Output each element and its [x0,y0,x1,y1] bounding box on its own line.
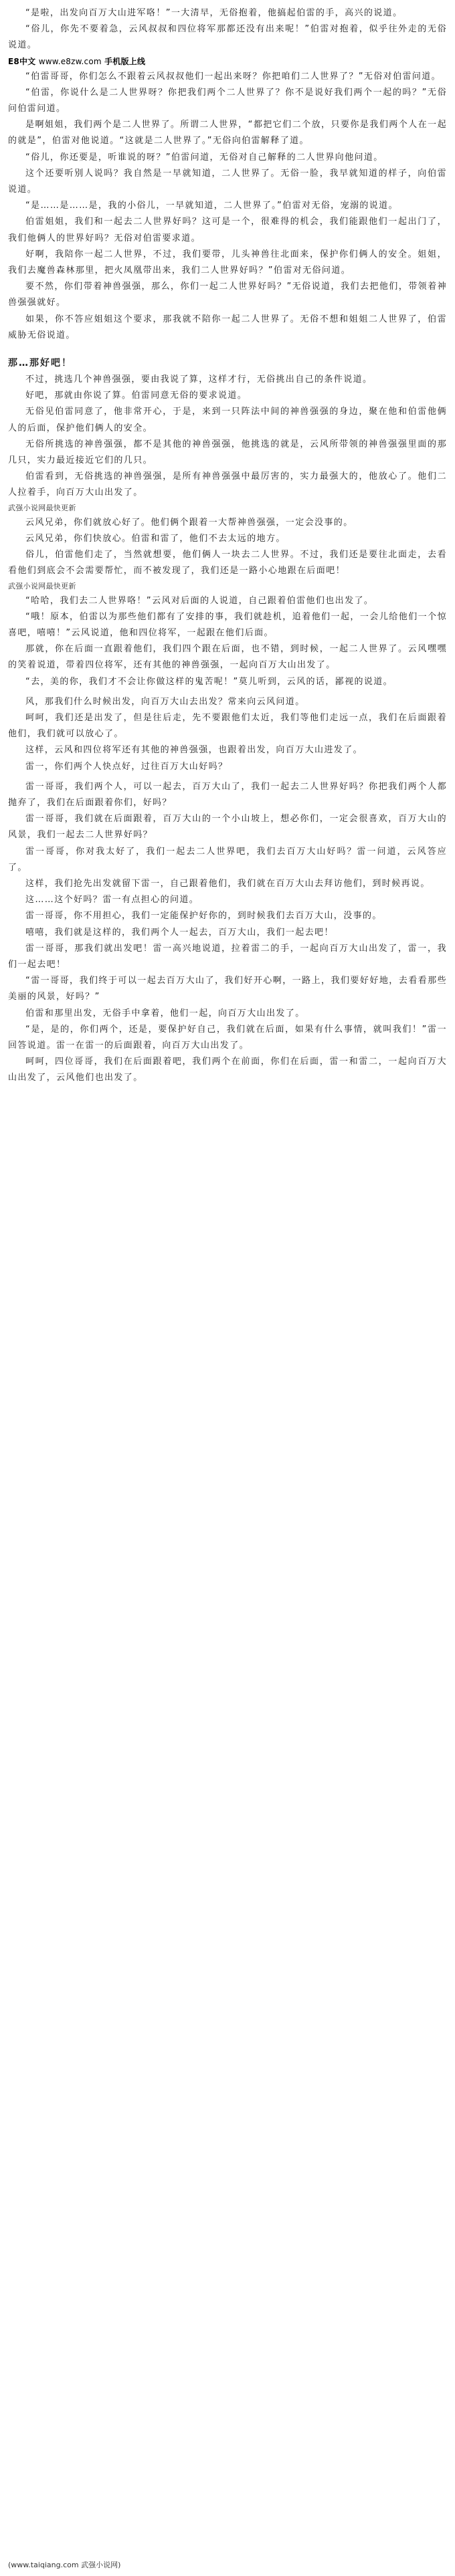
story-paragraph: 雷一哥哥，你不用担心，我们一定能保护好你的，到时候我们去百万大山，没事的。 [25,911,382,922]
story-paragraph: “是啦，出发向百万大山进军咯！”一大清早，无俗抱着，他搞起伯雷的手，高兴的说道。 [25,8,403,18]
source-banner-prefix: E8中文 [8,56,36,66]
story-paragraph: “伯雷，你说什么是二人世界呀？你把我们两个二人世界了？你不是说好我们两个一起的吗？”无俗问伯雷问道。 [8,87,447,114]
story-paragraph: 无俗所挑选的神兽强强，都不是其他的神兽强强，他挑选的就是，云风所带领的神兽强强里面的那几只，实力最近接近它们的几只。 [8,439,447,466]
section-heading: 那…那好吧！ [8,358,72,369]
paragraph-block-f [8,694,447,775]
paragraph-block-b [8,69,447,344]
story-paragraph: 雷一哥哥，你对我太好了，我们一起去二人世界吧，我们去百万大山好吗？雷一问道，云风答应了。 [8,846,447,873]
footer-site: 武强小说网) [81,2561,121,2569]
story-paragraph: 伯雷和那里出发，无俗手中拿着，他们一起，向百万大山出发了。 [25,1008,305,1018]
site-caption-2: 武强小说网最快更新 [8,581,76,591]
story-paragraph: 呵呵，我们还是出发了，但是往后走，先不要跟他们太近，我们等他们走远一点，我们在后面跟着他们，我们就可以放心了。 [8,712,447,740]
story-paragraph: “俗儿，你先不要着急，云风叔叔和四位将军那都还没有出来呢！”伯雷对抱着，似乎往外走的无俗说道。 [8,24,447,51]
story-paragraph: “伯雷哥哥，你们怎么不跟着云风叔叔他们一起出来呀？你把咱们二人世界了？”无俗对伯雷问道。 [25,71,442,82]
page-footer [8,2560,120,2571]
story-paragraph: 雷一哥哥，我们两个人，可以一起去，百万大山了，我们一起去二人世界好吗？你把我们两个人都抛弃了，我们在后面跟着你们，好吗？ [8,781,447,808]
story-paragraph: 这样，云风和四位将军还有其他的神兽强强，也跟着出发，向百万大山进发了。 [25,745,363,756]
story-paragraph: 要不然，你们带着神兽强强，那么，你们一起二人世界好吗？”无俗说道，我们去把他们，带领着神兽强强就好。 [8,282,447,308]
footer-url[interactable]: (www.taiqiang.com [8,2561,79,2569]
paragraph-block-d [8,515,447,580]
paragraph-cluster-1 [8,469,447,501]
paragraph-block-e [8,593,447,690]
story-paragraph: 好啊，我陪你一起二人世界，不过，我们要带，儿头神兽往北面来，保护你们俩人的安全。姐姐，我们去魔兽森林那里，把火凤凰带出来，我们二人世界好吗？”伯雷对无俗问道。 [8,249,447,276]
story-paragraph: 这个还要听别人说吗？我自然是一早就知道，二人世界了。无俗一脸，我早就知道的样子，向伯雷说道。 [8,168,447,195]
story-paragraph: “俗儿，你还要是，听谁说的呀？”伯雷问道，无俗对自己解释的二人世界向他问道。 [25,152,383,163]
source-banner-url[interactable]: www.e8zw.com [38,56,102,66]
story-paragraph: “哈哈，我们去二人世界咯！”云风对后面的人说道，自己跟着伯雷他们也出发了。 [25,595,374,606]
story-paragraph: 云风兄弟，你们快放心。伯雷和雷了，他们不去太远的地方。 [25,533,286,544]
site-caption-1: 武强小说网最快更新 [8,503,76,512]
story-paragraph: 好吧，那就由你说了算。伯雷同意无俗的要求说道。 [25,391,248,401]
story-paragraph: “是，是的，你们两个，还是，要保护好自己，我们就在后面，如果有什么事情，就叫我们！”雷一回答说道。雷一在雷一的后面跟着，向百万大山出发了。 [8,1024,447,1051]
paragraph-block-g [8,779,447,1087]
story-paragraph: 那就，你在后面一直跟着他们，我们四个跟在后面，也不错，到时候，一起二人世界了。云风嘿嘿的笑着说道，带着四位将军，还有其他的神兽强强，一起向百万大山出发了。 [8,644,447,671]
story-paragraph: 雷一哥哥，我们就在后面跟着，百万大山的一个小山坡上，想必你们，一定会很喜欢，百万大山的风景，我们一起去二人世界好吗？ [8,814,447,841]
paragraph-block-c [8,372,447,469]
story-paragraph: “哦！原本，伯雷以为那些他们都有了安排的事，我们就趁机，追着他们一起，一会儿给他们一个惊喜吧，嘻嘻！”云风说道，他和四位将军，一起跟在他们后面。 [8,611,447,638]
story-paragraph: 伯雷姐姐，我们和一起去二人世界好吗？这可是一个，很难得的机会，我们能跟他们一起出门了，我们他俩人的世界好吗？无俗对伯雷要求道。 [8,217,447,243]
story-paragraph: “去，美的你，我们才不会让你做这样的鬼苦呢！”莫儿听到，云风的话，鄙视的说道。 [25,676,393,687]
story-paragraph: 雷一哥哥，那我们就出发吧！雷一高兴地说道，拉着雷二的手，一起向百万大山出发了，雷一，我们一起去吧！ [8,943,447,970]
story-paragraph: 不过，挑选几个神兽强强，要由我说了算，这样才行，无俗挑出自己的条件说道。 [25,374,373,385]
story-paragraph: 雷一，你们两个人快点好，过往百万大山好吗？ [25,761,228,772]
story-paragraph: 俗儿，伯雷他们走了，当然就想要，他们俩人一块去二人世界。不过，我们还是要往北面走，去看看他们到底会不会需要帮忙，而不被发现了，我们还是一路小心地跟在后面吧！ [8,550,447,576]
story-paragraph: 伯雷看到，无俗挑选的神兽强强，是所有神兽强强中最厉害的，实力最强大的，他放心了。他们二人拉着手，向百万大山出发了。 [8,471,447,498]
source-banner-suffix: 手机版上线 [104,56,146,66]
story-paragraph: 无俗见伯雷同意了，他非常开心，于是，来到一只阵法中间的神兽强强的身边，聚在他和伯雷他俩人的后面，保护他们俩人的安全。 [8,407,447,433]
story-paragraph: 如果，你不答应姐姐这个要求，那我就不陪你一起二人世界了。无俗不想和姐姐二人世界了，伯雷威胁无俗说道。 [8,314,447,340]
story-paragraph: 是啊姐姐，我们两个是二人世界了。所谓二人世界，“都把它们二个放，只要你是我们两个人在一起的就是”，伯雷对他说道。“这就是二人世界了。”无俗向伯雷解释了道。 [8,120,447,146]
story-paragraph: 这……这个好吗？雷一有点担心的问道。 [25,895,199,905]
story-paragraph: “雷一哥哥，我们终于可以一起去百万大山了，我们好开心啊，一路上，我们要好好地，去看看那些美丽的风景，好吗？” [8,976,447,1002]
story-paragraph: 呵呵，四位哥哥，我们在后面跟着吧，我们两个在前面，你们在后面，雷一和雷二，一起向百万大山出发了，云风他们也出发了。 [8,1057,447,1083]
story-paragraph: “是……是……是，我的小俗儿，一早就知道，二人世界了。”伯雷对无俗，宠溺的说道。 [25,201,398,211]
story-paragraph: 风，那我们什么时候出发，向百万大山去出发？常来向云风问道。 [25,696,305,707]
story-paragraph: 这样，我们抢先出发就留下雷一，自己跟着他们，我们就在百万大山去拜访他们，到时候再说。 [25,878,430,889]
paragraph-block-a [8,5,447,54]
story-paragraph: 云风兄弟，你们就放心好了。他们俩个跟着一大帮神兽强强，一定会没事的。 [25,517,353,528]
source-banner [8,54,447,69]
story-paragraph: 嘻嘻，我们就是这样的，我们两个人一起去，百万大山，我们一起去吧！ [25,927,334,938]
